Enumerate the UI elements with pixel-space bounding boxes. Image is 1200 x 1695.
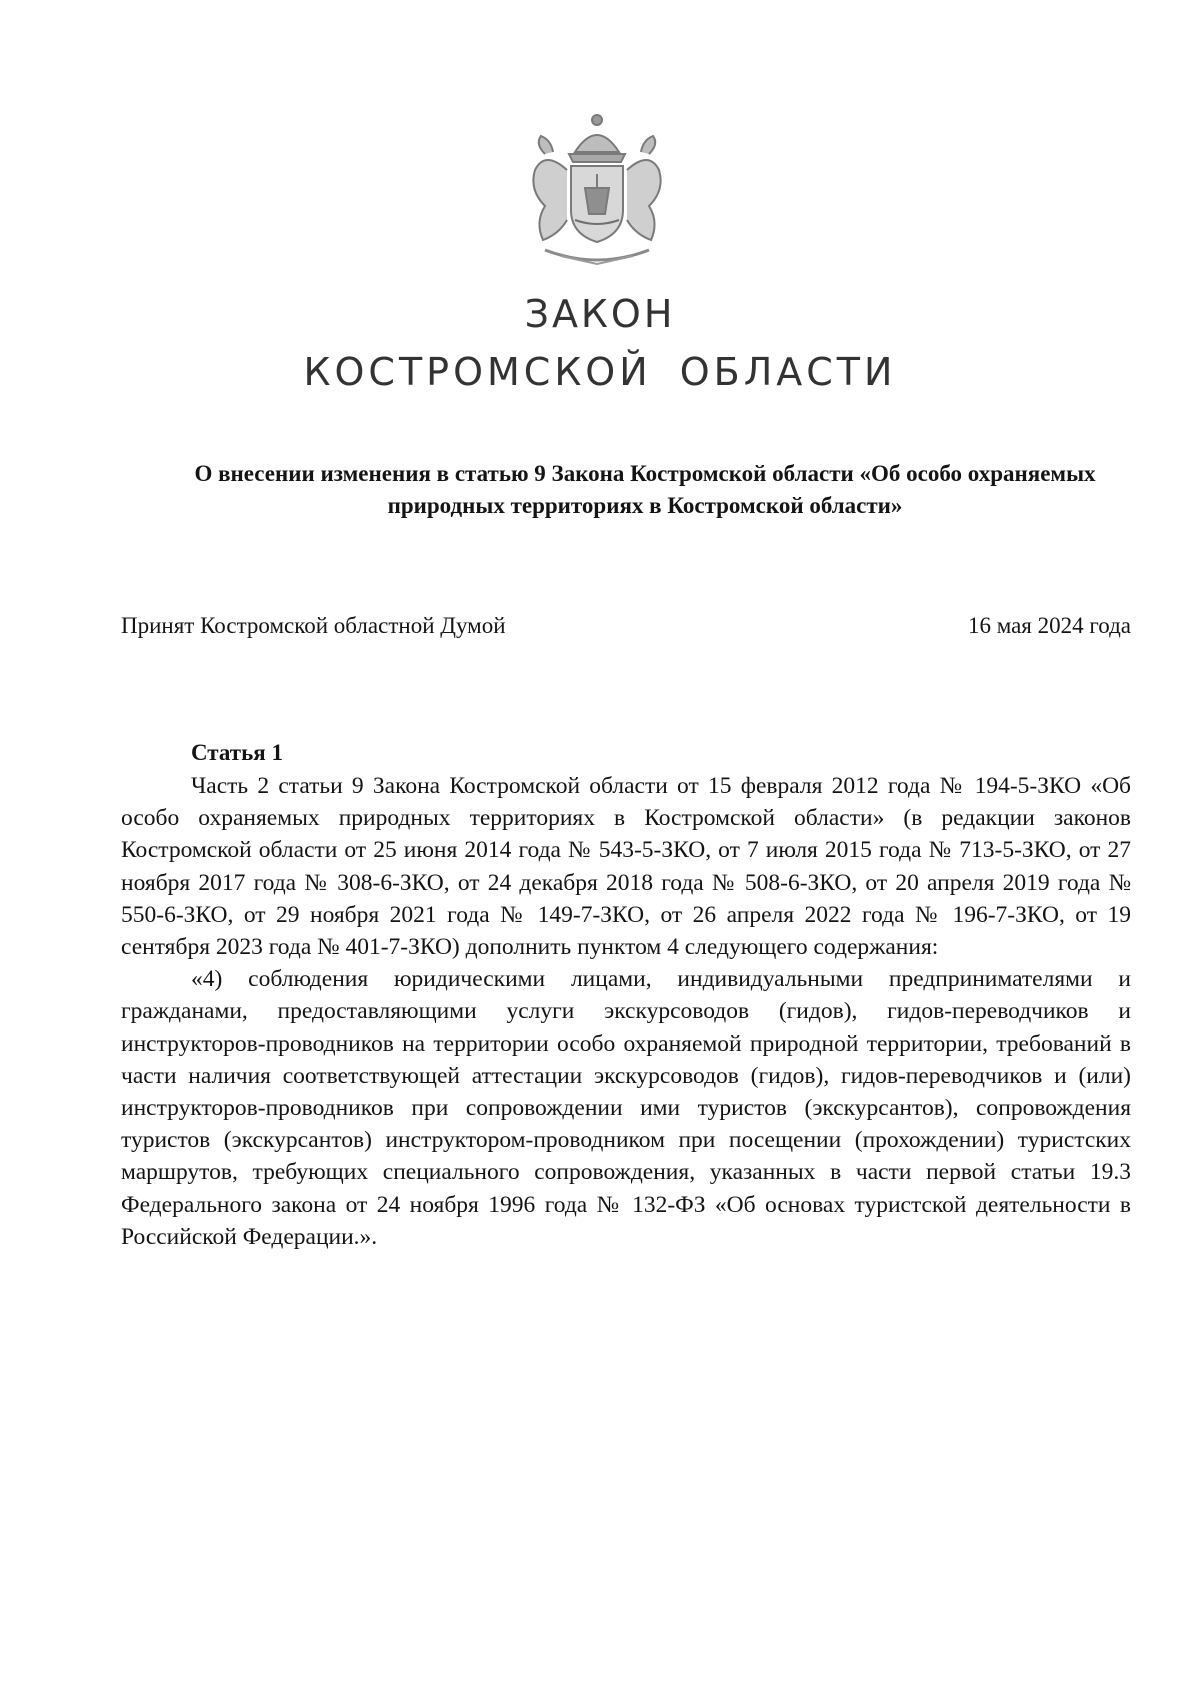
document-type-title: ЗАКОН xyxy=(524,292,676,336)
article-title: Статья 1 xyxy=(191,740,283,765)
article-paragraph-2: «4) соблюдения юридическими лицами, индивидуальными предпринимателями и гражданами, предоставляющими услуги экскурсоводов (гидов), гидов-переводчиков и инструкторов-проводников на территории особо охраняемой природной территории, требований в части наличия соответствующей аттестации экскурсоводов (гидов), гидов-переводчиков и (или) инструкторов-проводников при сопровождении ими туристов (экскурсантов), сопровождения туристов (экскурсантов) инструктором-проводником при посещении (прохождении) туристских маршрутов, требующих специального сопровождения, указанных в части первой статьи 19.3 Федерального закона от 24 ноября 1996 года № 132-ФЗ «Об основах туристской деятельности в Российской Федерации.». xyxy=(121,966,1131,1250)
region-title: КОСТРОМСКОЙ ОБЛАСТИ xyxy=(303,350,897,394)
law-subject-heading: О внесении изменения в статью 9 Закона Костромской области «Об особо охраняемых природных территориях в Костромской области» xyxy=(194,461,1096,518)
article-paragraph-1: Часть 2 статьи 9 Закона Костромской области от 15 февраля 2012 года № 194-5-ЗКО «Об особо охраняемых природных территориях в Костромской области» (в редакции законов Костромской области от 25 июня 2014 года № 543-5-ЗКО, от 7 июля 2015 года № 713-5-ЗКО, от 27 ноября 2017 года № 308-6-ЗКО, от 24 декабря 2018 года № 508-6-ЗКО, от 20 апреля 2019 года № 550-6-ЗКО, от 29 ноября 2021 года № 149-7-ЗКО, от 26 апреля 2022 года № 196-7-ЗКО, от 19 сентября 2023 года № 401-7-ЗКО) дополнить пунктом 4 следующего содержания: xyxy=(121,773,1131,961)
article-body xyxy=(121,770,1131,1253)
adoption-line xyxy=(121,613,1131,639)
adopted-by-text: Принят Костромской областной Думой xyxy=(121,613,506,638)
adoption-date: 16 мая 2024 года xyxy=(967,613,1131,638)
coat-of-arms-icon xyxy=(505,110,690,270)
